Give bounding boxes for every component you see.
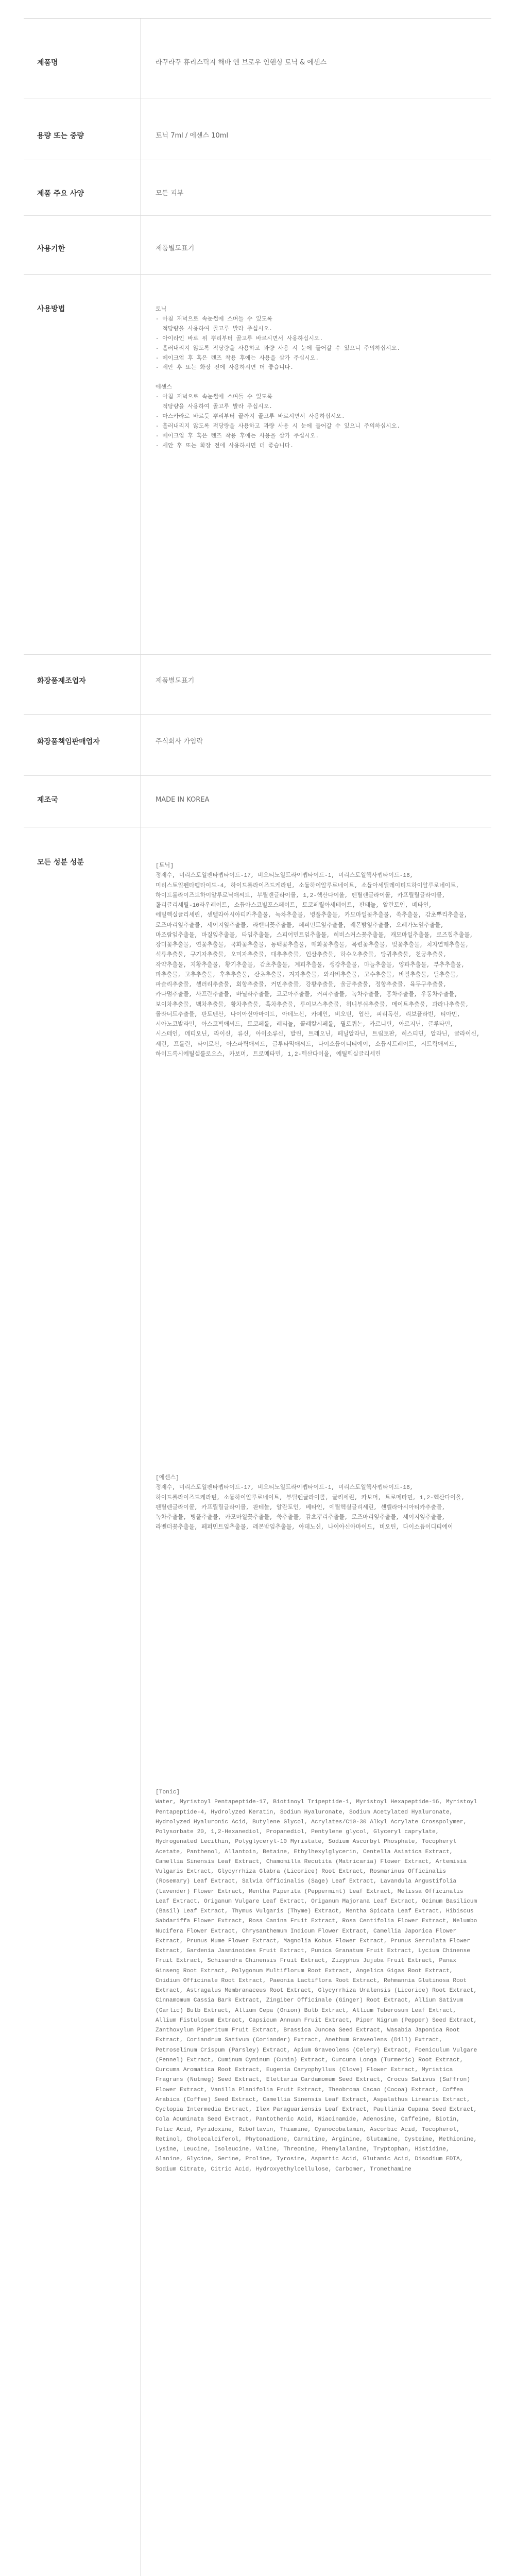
spec-value: 모든 피부	[156, 190, 184, 197]
row-divider	[24, 775, 491, 776]
capacity-value: 토닉 7ml / 에센스 10ml	[156, 132, 229, 140]
expiry-value: 제품별도표기	[156, 245, 195, 252]
country-label: 제조국	[37, 796, 58, 804]
manufacturer-label: 화장품제조업자	[37, 677, 86, 685]
row-divider	[24, 215, 491, 216]
usage-label: 사용방법	[37, 305, 65, 313]
country-value: MADE IN KOREA	[156, 796, 210, 804]
column-divider	[140, 19, 141, 2576]
ingredients-label: 모든 성분 성분	[37, 858, 84, 867]
manufacturer-value: 제품별도표기	[156, 677, 195, 685]
row-divider	[24, 714, 491, 715]
top-border	[24, 18, 491, 19]
distributor-label: 화장품책임판매업자	[37, 738, 100, 746]
product-name-value: 라꾸라꾸 휴리스틱지 해바 앤 브로우 인핸싱 토닉 & 에센스	[156, 59, 327, 66]
distributor-value: 주식회사 가임락	[156, 738, 203, 745]
spec-label: 제품 주요 사양	[37, 190, 84, 198]
expiry-label: 사용기한	[37, 245, 65, 253]
product-name-label: 제품명	[37, 59, 58, 67]
row-divider	[24, 654, 491, 655]
capacity-label: 용량 또는 중량	[37, 132, 84, 140]
ingredients-tonic-korean: [토닉] 정제수, 미리스토일펜타펩타이드-17, 비오티노일트라이펩타이드-1, 미리스토일헥사펩타이드-16, 미리스토일펜타펩타이드-4, 하이드롤라이즈드케라틴, 소듐하이알루로네이트, 소듐아세틸레이티드하이알루로네이트, 하이드롤라이즈드하이알루로닉애씨드, 부틸렌글라이콜, 1,2-헥산다이올, 펜틸렌글라이콜, 카프릴릴글라이콜, 폴리글리세릴-10라우레이트, 소듐아스코빌포스페이트, 토코페릴아세테이트, 판테놀, 알란토인, 베타인, 에틸헥실글리세린, 센텔라아시아티카추출물, 녹차추출물, 병풀추출물, 카모마일꽃추출물, 쑥추출물, 감초뿌리추출물, 로즈마리잎추출물, 세이지잎추출물, 라벤더꽃추출물, 페퍼민트잎추출물, 레몬밤잎추출물, 오레가노잎추출물, 마조람잎추출물, 바질잎추출물, 타임추출물, 스피어민트잎추출물, 히비스커스꽃추출물, 캐모마일추출물, 로즈힙추출물, 장미꽃추출물, 연꽃추출물, 국화꽃추출물, 동백꽃추출물, 매화꽃추출물, 목련꽃추출물, 벚꽃추출물, 치자열매추출물, 석류추출물, 구기자추출물, 오미자추출물, 대추추출물, 인삼추출물, 하수오추출물, 당귀추출물, 천궁추출물, 작약추출물, 지황추출물, 황기추출물, 감초추출물, 계피추출물, 생강추출물, 마늘추출물, 양파추출물, 부추추출물, 파추출물, 고추추출물, 후추추출물, 산초추출물, 겨자추출물, 와사비추출물, 고수추출물, 바질추출물, 딜추출물, 파슬리추출물, 셀러리추출물, 회향추출물, 커민추출물, 강황추출물, 울금추출물, 정향추출물, 육두구추출물, 카다멈추출물, 사프란추출물, 바닐라추출물, 코코아추출물, 커피추출물, 녹차추출물, 홍차추출물, 우롱차추출물, 보이차추출물, 백차추출물, 황차추출물, 흑차추출물, 루이보스추출물, 허니부쉬추출물, 메이트추출물, 과라나추출물, 콜라너트추출물, 판토텐산, 나이아신아마이드, 아데노신, 카페인, 비오틴, 엽산, 피리독신, 리보플라빈, 티아민, 시아노코발라민, 아스코빅애씨드, 토코페롤, 레티놀, 콜레칼시페롤, 필로퀴논, 카르니틴, 아르지닌, 글루타민, 시스테인, 메티오닌, 라이신, 류신, 아이소류신, 발린, 트레오닌, 페닐알라닌, 트립토판, 히스티딘, 알라닌, 글라이신, 세린, 프롤린, 타이로신, 아스파틱애씨드, 글루타믹애씨드, 다이소듐이디티에이, 소듐시트레이트, 시트릭애씨드, 하이드록시에틸셀룰로오스, 카보머, 트로메타민, 1,2-헥산다이올, 에틸헥실글리세린	[156, 863, 480, 1058]
row-divider	[24, 274, 491, 275]
ingredients-tonic-english: [Tonic] Water, Myristoyl Pentapeptide-17, Biotinoyl Tripeptide-1, Myristoyl Hexapeptide-16, Myristoyl Pentapeptide-4, Hydrolyzed Keratin, Sodium Hyaluronate, Sodium Acetylated Hyaluronate, Hydrolyzed Hyaluronic Acid, Butylene Glycol, Acrylates/C10-30 Alkyl Acrylate Crosspolymer, Polysorbate 20, 1,2-Hexanediol, Propanediol, Pentylene glycol, Glyceryl caprylate, Hydrogenated Lecithin, Polyglyceryl-10 Myristate, Sodium Ascorbyl Phosphate, Tocopheryl Acetate, Panthenol, Allantoin, Betaine, Ethylhexylglycerin, Centella Asiatica Extract, Camellia Sinensis Leaf Extract, Chamomilla Recutita (Matricaria) Flower Extract, Artemisia Vulgaris Extract, Glycyrrhiza Glabra (Licorice) Root Extract, Rosmarinus Officinalis (Rosemary) Leaf Extract, Salvia Officinalis (Sage) Leaf Extract, Lavandula Angustifolia (Lavender) Flower Extract, Mentha Piperita (Peppermint) Leaf Extract, Melissa Officinalis Leaf Extract, Origanum Vulgare Leaf Extract, Origanum Majorana Leaf Extract, Ocimum Basilicum (Basil) Leaf Extract, Thymus Vulgaris (Thyme) Extract, Mentha Spicata Leaf Extract, Hibiscus Sabdariffa Flower Extract, Rosa Canina Fruit Extract, Rosa Centifolia Flower Extract, Nelumbo Nucifera Flower Extract, Chrysanthemum Indicum Flower Extract, Camellia Japonica Flower Extract, Prunus Mume Flower Extract, Magnolia Kobus Flower Extract, Prunus Serrulata Flower Extract, Gardenia Jasminoides Fruit Extract, Punica Granatum Fruit Extract, Lycium Chinense Fruit Extract, Schisandra Chinensis Fruit Extract, Zizyphus Jujuba Fruit Extract, Panax Ginseng Root Extract, Polygonum Multiflorum Root Extract, Angelica Gigas Root Extract, Cnidium Officinale Root Extract, Paeonia Lactiflora Root Extract, Rehmannia Glutinosa Root Extract, Astragalus Membranaceus Root Extract, Glycyrrhiza Uralensis (Licorice) Root Extract, Cinnamomum Cassia Bark Extract, Zingiber Officinale (Ginger) Root Extract, Allium Sativum (Garlic) Bulb Extract, Allium Cepa (Onion) Bulb Extract, Allium Tuberosum Leaf Extract, Allium Fistulosum Extract, Capsicum Annuum Fruit Extract, Piper Nigrum (Pepper) Seed Extract, Zanthoxylum Piperitum Fruit Extract, Brassica Juncea Seed Extract, Wasabia Japonica Root Extract, Coriandrum Sativum (Coriander) Extract, Anethum Graveolens (Dill) Extract, Petroselinum Crispum (Parsley) Extract, Apium Graveolens (Celery) Extract, Foeniculum Vulgare (Fennel) Extract, Cuminum Cyminum (Cumin) Extract, Curcuma Longa (Turmeric) Root Extract, Curcuma Aromatica Root Extract, Eugenia Caryophyllus (Clove) Flower Extract, Myristica Fragrans (Nutmeg) Seed Extract, Elettaria Cardamomum Seed Extract, Crocus Sativus (Saffron) Flower Extract, Vanilla Planifolia Fruit Extract, Theobroma Cacao (Cocoa) Extract, Coffea Arabica (Coffee) Seed Extract, Camellia Sinensis Leaf Extract, Aspalathus Linearis Extract, Cyclopia Intermedia Extract, Ilex Paraguariensis Leaf Extract, Paullinia Cupana Seed Extract, Cola Acuminata Seed Extract, Pantothenic Acid, Niacinamide, Adenosine, Caffeine, Biotin, Folic Acid, Pyridoxine, Riboflavin, Thiamine, Cyanocobalamin, Ascorbic Acid, Tocopherol, Retinol, Cholecalciferol, Phytonadione, Carnitine, Arginine, Glutamine, Cysteine, Methionine, Lysine, Leucine, Isoleucine, Valine, Threonine, Phenylalanine, Tryptophan, Histidine, Alanine, Glycine, Serine, Proline, Tyrosine, Aspartic Acid, Glutamic Acid, Disodium EDTA, Sodium Citrate, Citric Acid, Hydroxyethylcellulose, Carbomer, Tromethamine	[156, 1789, 477, 2173]
usage-text: 토닉 - 아침 저녁으로 속눈썹에 스며들 수 있도록 적당량을 사용하여 골고루 발라 주십시오. - 아이라인 바로 위 뿌리부터 골고루 바르시면서 사용하십시오. - 흘러내리지 않도록 적당량을 사용하고 과량 사용 시 눈에 들어갈 수 있으니 주의하십시오. - 메이크업 후 혹은 렌즈 착용 후에는 사용을 삼가 주십시오. - 세안 후 또는 화장 전에 사용하시면 더 좋습니다. 에센스 - 아침 저녁으로 속눈썹에 스며들 수 있도록 적당량을 사용하여 골고루 발라 주십시오. - 마스카라로 바르듯 뿌리부터 끝까지 골고루 바르시면서 사용하십시오. - 흘러내리지 않도록 적당량을 사용하고 과량 사용 시 눈에 들어갈 수 있으니 주의하십시오. - 메이크업 후 혹은 렌즈 착용 후에는 사용을 삼가 주십시오. - 세안 후 또는 화장 전에 사용하시면 더 좋습니다.	[156, 307, 400, 449]
ingredients-essence-korean: [에센스] 정제수, 미리스토일펜타펩타이드-17, 비오티노일트라이펩타이드-1, 미리스토일헥사펩타이드-16, 하이드롤라이즈드케라틴, 소듐하이알루로네이트, 부틸렌글라이콜, 글리세린, 카보머, 트로메타민, 1,2-헥산다이올, 펜틸렌글라이콜, 카프릴릴글라이콜, 판테놀, 알란토인, 베타인, 에틸헥실글리세린, 센텔라아시아티카추출물, 녹차추출물, 병풀추출물, 카모마일꽃추출물, 쑥추출물, 감초뿌리추출물, 로즈마리잎추출물, 세이지잎추출물, 라벤더꽃추출물, 페퍼민트잎추출물, 레몬밤잎추출물, 아데노신, 나이아신아마이드, 비오틴, 다이소듐이디티에이	[156, 1475, 465, 1531]
